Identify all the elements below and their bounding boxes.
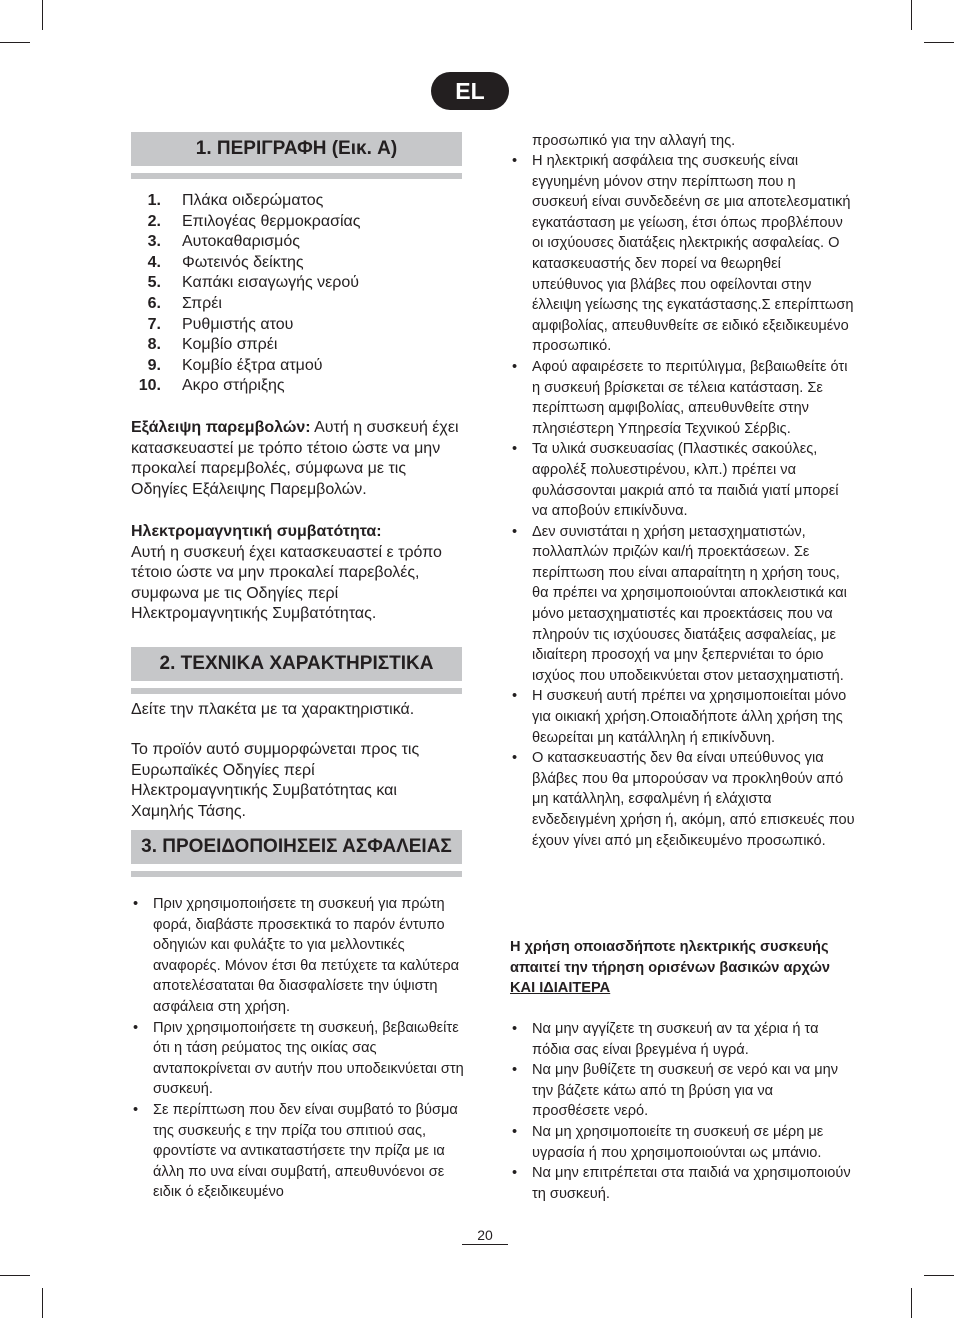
part-number: 2.	[147, 212, 161, 230]
emc-note	[131, 522, 466, 625]
part-number: 7.	[147, 315, 161, 333]
page-number-rule	[462, 1244, 508, 1245]
parts-list-item	[131, 191, 461, 212]
parts-list-item	[131, 294, 461, 315]
parts-list-item	[131, 376, 461, 397]
warning-item: • Να μη χρησιμοποιείτε τη συσκευή σε μέρη με υγρασία ή που χρησιμοποιούνται ως μπάνιο.	[510, 1122, 855, 1163]
part-label: Πλάκα οιδερώματος	[182, 192, 324, 209]
warning-item: • Η συσκευή αυτή πρέπει να χρησιμοποιείται μόνο για οικιακή χρήση.Οποιαδήποτε άλλη χρήση της θεωρείται μη κατάλληλη ή επικίνδυνη.	[510, 686, 855, 748]
part-number: 6.	[147, 294, 161, 312]
basic-rules-note	[510, 937, 840, 999]
warning-item: • Αφού αφαιρέσετε το περιτύλιγμα, βεβαιωθείτε ότι η συσκευή βρίσκεται σε τέλεια κατάσταση. Σε περίπτωση αμφιβολίας, απευθυνθείτε στην πλησιέστερη Υπηρεσία Τεχνικού Σέρβις.	[510, 357, 855, 439]
warning-item: • Πριν χρησιμοποιήσετε τη συσκευή, βεβαιωθείτε ότι η τάση ρεύματος της οικίας σας ανταποκρίνεται σν αυτήν που υποδεικνύεται στη συσκευή.	[131, 1018, 465, 1100]
interference-text: Αυτή η συσκευή έχει κατασκευαστεί με τρόπο τέτοιο ώστε να μην προκαλεί παρεμβολές, σύμφωνα με τις Οδηγίες Εξάλειψης Παρεμβολών.	[131, 419, 459, 498]
crop-mark-tr-v	[911, 0, 912, 30]
warning-item: • Σε περίπτωση που δεν είναι συμβατό το βύσμα της συσκευής ε την πρίζα του σπιτιού σας, φροντίστε να αντικαταστήσετε την πρίζα με ια άλλη πο υνα είναι συμβατή, απευθυνόενοι σε ειδικ ό εξειδικευμένο	[131, 1100, 465, 1203]
warning-item: • Τα υλικά συσκευασίας (Πλαστικές σακούλες, αφρολέξ πολυεστιρένου, κλπ.) πρέπει να φυλάσσονται μακριά από τα παιδιά γιατί μπορεί να αποβούν επικίνδυνα.	[510, 439, 855, 521]
parts-list-item	[131, 356, 461, 377]
tech-line-2: Το προϊόν αυτό συμμορφώνεται προς τις Ευρωπαϊκές Οδηγίες περί Ηλεκτρομαγνητικής Συμβατότητας και Χαμηλής Τάσης.	[131, 741, 420, 820]
crop-mark-br-v	[911, 1288, 912, 1318]
parts-list	[131, 191, 461, 397]
emc-heading: Ηλεκτρομαγνητική συμβατότητα:	[131, 523, 382, 540]
section-1-title: 1. ΠΕΡΙΓΡΑΦΗ (Εικ. A)	[131, 132, 462, 166]
crop-mark-bl-h	[0, 1275, 30, 1276]
parts-list-item	[131, 232, 461, 253]
part-number: 4.	[147, 253, 161, 271]
interference-heading: Εξάλειψη παρεμβολών:	[131, 419, 311, 436]
warning-item: • Δεν συνιστάται η χρήση μετασχηματιστών, πολλαπλών πριζών και/ή προεκτάσεων. Σε περίπτωση που είναι απαραίτητη η χρήση τους, θα πρέπει να χρησιμοποιούνται αποκλειστικά και μόνο μετασχηματιστές και προεκτάσεις που να πληρούν τις ισχύουσες διατάξεις ασφαλείας, με ιδιαίτερη προσοχή να μην ξεπερνιέται το όριο ισχύος που υποδεικνύεται στον μετασχηματιστή.	[510, 522, 855, 687]
part-label: Επιλογέας θερμοκρασίας	[182, 212, 361, 230]
crop-mark-br-h	[924, 1275, 954, 1276]
section-2-rule	[131, 688, 462, 694]
part-label: Αυτοκαθαρισμός	[182, 233, 300, 251]
tech-line-1: Δείτε την πλακέτα με τα χαρακτηριστικά.	[131, 701, 415, 718]
part-label: Κομβίο σπρέι	[182, 336, 278, 354]
parts-list-item	[131, 335, 461, 356]
crop-mark-tl-v	[42, 0, 43, 30]
basic-rules-text: Η χρήση οποιασδήποτε ηλεκτρικής συσκευής απαιτεί την τήρηση ορισένων βασικών αρχών	[510, 939, 831, 976]
parts-list-item	[131, 273, 461, 294]
section-2-title: 2. ΤΕΧΝΙΚΑ ΧΑΡΑΚΤΗΡΙΣΤΙΚΑ	[131, 647, 462, 681]
warnings-right-list	[510, 151, 855, 851]
especially-heading: ΚΑΙ ΙΔΙΑΙΤΕΡΑ	[510, 980, 611, 997]
part-number: 5.	[147, 274, 161, 292]
section-3-rule	[131, 871, 462, 877]
warning-item: • Ο κατασκευαστής δεν θα είναι υπεύθυνος για βλάβες που θα μπορούσαν να προκληθούν από μη κατάλληλη, εσφαλμένη ή ελάχιστα ενδεδειγμένη χρήση ή, ακόμη, από επισκευές που έχουν γίνει από μη εξειδικευμένο προσωπικό.	[510, 748, 855, 851]
parts-list-item	[131, 315, 461, 336]
crop-mark-tl-h	[0, 42, 30, 43]
part-number: 1.	[147, 192, 161, 209]
page-number: 20	[477, 1227, 493, 1243]
warning-item: • Να μην βυθίζετε τη συσκευή σε νερό και να μην την βάζετε κάτω από τη βρύση για να προσθέσετε νερό.	[510, 1060, 855, 1122]
part-label: Ακρο στήριξης	[182, 377, 285, 395]
part-label: Καπάκι εισαγωγής νερού	[182, 274, 360, 292]
part-number: 3.	[147, 233, 161, 251]
parts-list-item	[131, 253, 461, 274]
part-label: Ρυθμιστής ατου	[182, 315, 294, 333]
warnings-left-list	[131, 894, 465, 1203]
part-number: 10.	[138, 377, 161, 395]
warning-item: • Πριν χρησιμοποιήσετε τη συσκευή για πρώτη φορά, διαβάστε προσεκτικά το παρόν έντυπο οδηγιών και φυλάξτε το για μελλοντικές αναφορές. Μόνον έτσι θα πετύχετε τα καλύτερα αποτελέσαταται θα διασφαλίσετε την ύψιστη ασφάλεια στη χρήση.	[131, 894, 465, 1018]
warning-item: • Να μην αγγίζετε τη συσκευή αν τα χέρια ή τα πόδια σας είναι βρεγμένα ή υγρά.	[510, 1019, 855, 1060]
part-number: 8.	[147, 336, 161, 354]
section-1-rule	[131, 173, 462, 179]
crop-mark-bl-v	[42, 1288, 43, 1318]
warning-item: • Να μην επιτρέπεται στα παιδιά να χρησιμοποιούν τη συσκευή.	[510, 1163, 855, 1204]
warning-item: • Η ηλεκτρική ασφάλεια της συσκευής είναι εγγυημένη μόνον στην περίπτωση που η συσκευή είναι συνδεδεένη σε μια αποτελεσματική εγκατάσταση με γείωση, έτσι όπως προβλέπουν οι ισχύουσες διατάξεις ηλεκτρικής ασφαλείας. Ο κατασκευαστής δεν πορεί να θεωρηθεί υπεύθυνος για βλάβες που οφείλονται στην έλλειψη γείωσης της εγκατάστασης.Σ επερίπτωση αμφιβολίας, απευθυνθείτε σε ειδικό εξειδικευμένο προσωπικό.	[510, 151, 855, 357]
parts-list-item	[131, 212, 461, 233]
right-continuation: προσωπικό για την αλλαγή της.	[532, 133, 736, 149]
part-label: Σπρέι	[182, 294, 222, 312]
interference-note	[131, 418, 466, 500]
part-label: Κομβίο έξτρα ατμού	[182, 356, 323, 374]
crop-mark-tr-h	[924, 42, 954, 43]
warnings-final-list	[510, 1019, 855, 1204]
part-label: Φωτεινός δείκτης	[182, 253, 304, 271]
language-badge: EL	[431, 72, 509, 110]
section-3-title: 3. ΠΡΟΕΙΔΟΠΟΙΗΣΕΙΣ ΑΣΦΑΛΕΙΑΣ	[131, 830, 462, 864]
emc-text: Αυτή η συσκευή έχει κατασκευαστεί ε τρόπο τέτοιο ώστε να μην προκαλεί παρεβολές, συμφωνα με τις Οδηγίες περί Ηλεκτρομαγνητικής Συμβατότητας.	[131, 543, 442, 623]
part-number: 9.	[147, 356, 161, 374]
